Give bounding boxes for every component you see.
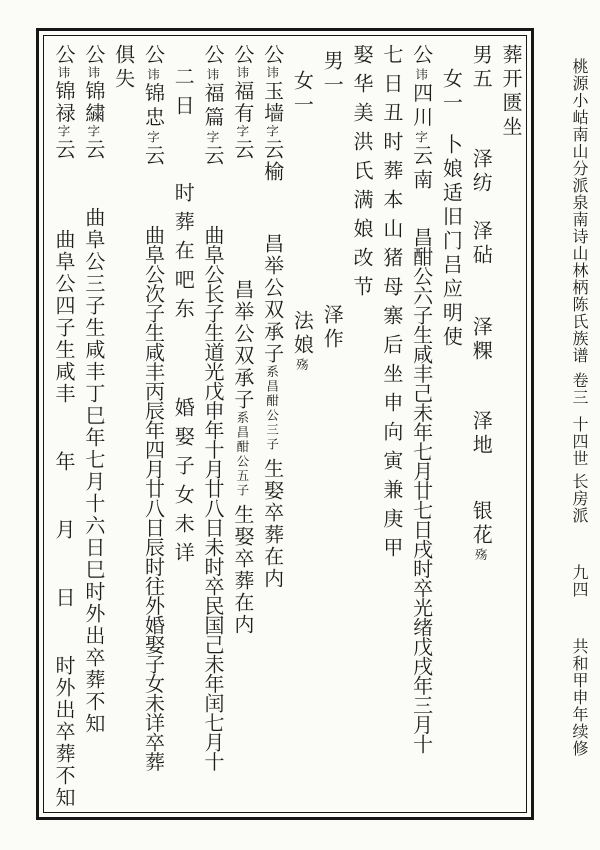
text-gap	[182, 44, 183, 66]
text-run: 九四	[570, 564, 587, 598]
page-frame	[36, 28, 534, 820]
annotation-small-text: 字	[205, 130, 220, 145]
annotation-small-text: 讳	[264, 66, 279, 81]
text-gap	[578, 364, 579, 372]
text-run: 公	[260, 44, 283, 66]
text-run: 年	[52, 451, 75, 473]
text-run: 福篇	[201, 82, 224, 131]
text-run: 长房派	[570, 473, 587, 524]
annotation-small-text: 字	[264, 124, 279, 139]
text-run: 锦忠	[141, 82, 164, 131]
text-gap	[241, 161, 242, 279]
text-run: 曲阜公长子生道光戊申年十月廿八日未时卒民国己未年闰七月十	[201, 225, 224, 771]
text-column	[107, 44, 137, 804]
annotation-small-text: 字	[234, 124, 249, 139]
text-gap	[480, 364, 481, 410]
text-column	[405, 44, 435, 804]
text-run: 泽纺	[469, 148, 492, 196]
text-run: 葬开匮坐	[499, 44, 521, 140]
text-column	[196, 44, 226, 804]
text-column	[77, 44, 107, 804]
text-gap	[578, 524, 579, 564]
annotation-small-text: 殇	[473, 548, 488, 563]
annotation-small-text: 殇	[294, 358, 309, 373]
text-run: 七日丑时葬本山猪母寨后坐申向寅兼庚甲	[379, 44, 402, 566]
text-gap	[212, 169, 213, 225]
text-column	[435, 44, 465, 804]
text-run: 曲阜公次子生咸丰丙辰年四月廿八日辰时往外婚娶子女未详卒葬	[141, 225, 164, 771]
text-run: 女一	[439, 68, 462, 116]
text-run: 云	[81, 139, 104, 161]
text-gap	[182, 327, 183, 397]
text-column	[47, 44, 77, 809]
text-run: 公	[141, 44, 164, 68]
text-run: 曲阜公三子生咸丰丁巳年七月十六日巳时外出卒葬不知	[81, 207, 104, 735]
annotation-small-text: 讳	[145, 68, 160, 83]
text-run: 公	[230, 44, 253, 66]
text-column	[345, 44, 375, 804]
annotation-small-text: 字	[145, 130, 160, 145]
text-gap	[578, 598, 579, 638]
text-run: 婚娶子女未详	[171, 397, 194, 571]
text-run: 玉墙	[260, 80, 283, 125]
text-gap	[301, 118, 302, 310]
text-run: 生娶卒葬在内	[260, 458, 283, 590]
text-run: 生娶卒葬在内	[230, 504, 253, 636]
text-gap	[301, 44, 302, 70]
text-column	[494, 44, 524, 804]
text-run: 四川	[409, 82, 432, 131]
text-run: 昌举公双承子	[260, 233, 283, 365]
text-run: 娶华美洪氏满娘改节	[350, 44, 373, 305]
text-run: 日	[52, 587, 75, 609]
text-run: 云	[52, 139, 75, 161]
text-column	[286, 44, 316, 804]
text-run: 云榆	[260, 139, 283, 183]
text-run: 泽砧	[469, 220, 492, 268]
text-column	[137, 44, 167, 804]
text-run: 云	[201, 145, 224, 169]
text-gap	[92, 161, 93, 207]
text-run: 二日	[171, 66, 194, 124]
text-run: 公	[52, 44, 75, 66]
text-run: 月	[52, 519, 75, 541]
annotation-small-text: 讳	[234, 66, 249, 81]
annotation-small-text: 字	[413, 130, 428, 145]
text-run: 昌举公双承子	[230, 279, 253, 411]
text-column	[315, 44, 345, 804]
annotation-small-text: 讳	[205, 68, 220, 83]
text-gap	[331, 98, 332, 304]
text-column	[464, 44, 494, 804]
text-gap	[480, 196, 481, 220]
text-gap	[63, 473, 64, 519]
text-column	[166, 44, 196, 804]
text-run: 泽地	[469, 410, 492, 458]
text-run: 卜娘适旧门吕应明使	[439, 134, 462, 350]
text-run: 云	[141, 145, 164, 169]
text-gap	[480, 92, 481, 148]
spine-title-column	[566, 58, 590, 757]
text-gap	[450, 44, 451, 68]
text-run: 共和甲申年续修	[570, 638, 587, 757]
text-run: 男五	[469, 44, 492, 92]
text-run: 泽粿	[469, 316, 492, 364]
text-run: 公	[81, 44, 104, 66]
text-gap	[271, 183, 272, 233]
annotation-small-text: 讳	[85, 66, 100, 81]
text-run: 曲阜公四子生咸丰	[52, 229, 75, 405]
text-run: 卷三	[570, 372, 587, 406]
text-column	[375, 44, 405, 804]
text-column	[256, 44, 286, 804]
text-gap	[450, 116, 451, 134]
page-frame-inner-rule	[43, 35, 527, 813]
text-run: 泽作	[320, 304, 343, 352]
text-gap	[152, 169, 153, 225]
text-run: 银花	[469, 500, 492, 548]
text-run: 法娘	[290, 310, 313, 358]
annotation-small-text: 系昌酣公三子	[264, 365, 279, 452]
text-run: 福有	[230, 80, 253, 125]
text-run: 云南	[409, 145, 432, 193]
text-run: 俱失	[111, 44, 134, 92]
text-column	[226, 44, 256, 804]
annotation-small-text: 讳	[56, 66, 71, 81]
text-run: 公	[201, 44, 224, 68]
text-gap	[63, 405, 64, 451]
annotation-small-text: 字	[56, 124, 71, 139]
text-run: 昌酣公六子生咸丰己未年七月廿七日戌时卒光绪戊戌年三月十	[409, 227, 432, 754]
text-run: 女一	[290, 70, 313, 118]
text-gap	[578, 406, 579, 416]
annotation-small-text: 系昌酣公五子	[234, 411, 249, 498]
text-gap	[63, 609, 64, 655]
annotation-small-text: 字	[85, 124, 100, 139]
text-gap	[420, 193, 421, 227]
annotation-small-text: 讳	[413, 68, 428, 83]
text-run: 十四世	[570, 416, 587, 467]
text-gap	[480, 268, 481, 316]
text-gap	[182, 124, 183, 182]
text-run: 锦繍	[81, 80, 104, 125]
text-run: 锦禄	[52, 80, 75, 125]
text-run: 时葬在吧东	[171, 182, 194, 327]
text-gap	[63, 541, 64, 587]
text-run: 男一	[320, 50, 343, 98]
text-gap	[63, 161, 64, 229]
genealogy-columns	[44, 36, 526, 812]
text-run: 云	[230, 139, 253, 161]
text-run: 公	[409, 44, 432, 68]
text-gap	[480, 458, 481, 500]
text-run: 时外出卒葬不知	[52, 655, 75, 809]
text-run: 桃源小岵南山分派泉南诗山林柄陈氏族谱	[570, 58, 587, 364]
